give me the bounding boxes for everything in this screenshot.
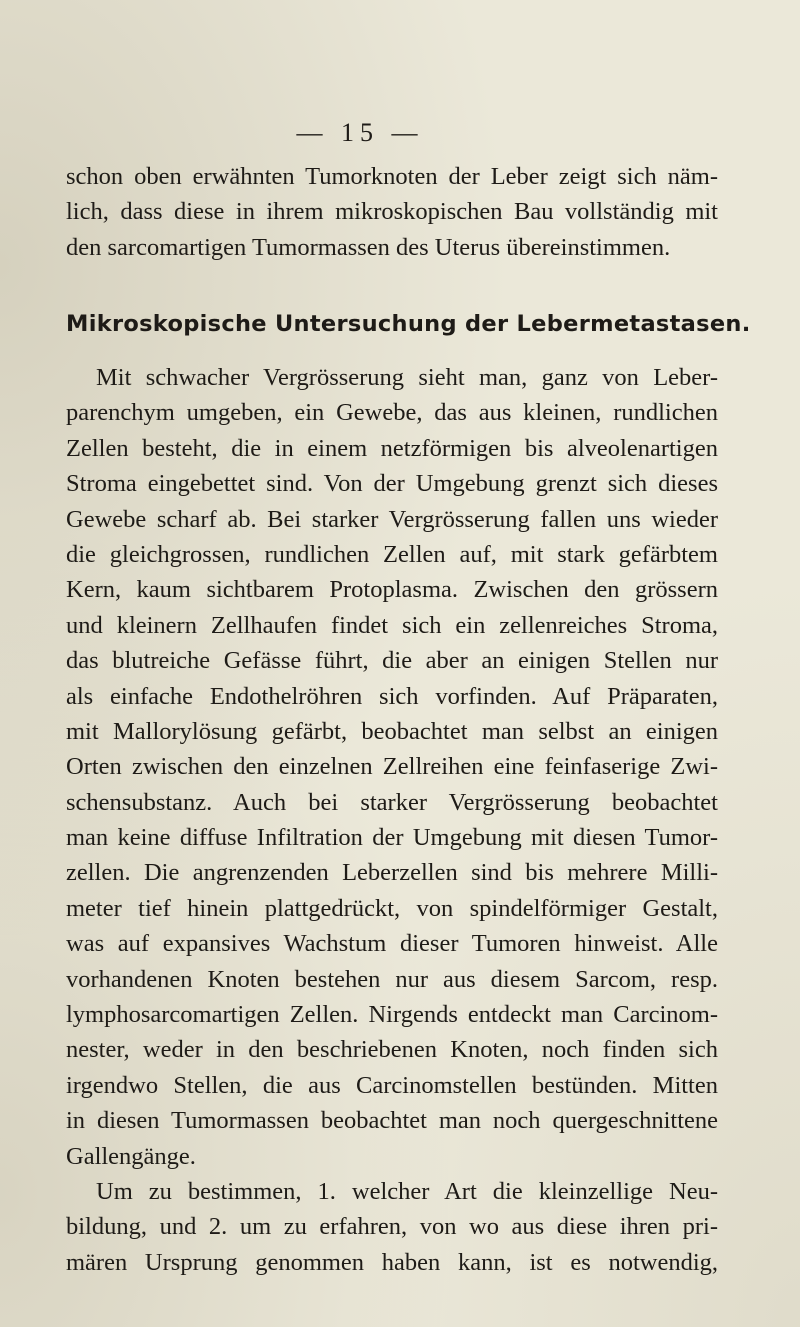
text-line: man keine diffuse Infiltration der Umgebung mit diesen Tumor- xyxy=(66,824,718,852)
text-line: mären Ursprung genommen haben kann, ist es notwendig, xyxy=(66,1248,718,1276)
page-number: — 15 — xyxy=(296,118,424,147)
text-line: bildung, und 2. um zu erfahren, von wo aus diese ihren pri- xyxy=(66,1213,718,1241)
text-line: was auf expansives Wachstum dieser Tumoren hinweist. Alle xyxy=(66,930,718,958)
text-line: parenchym umgeben, ein Gewebe, das aus kleinen, rundlichen xyxy=(66,399,718,427)
text-line: mit Mallorylösung gefärbt, beobachtet man selbst an einigen xyxy=(66,717,718,745)
text-line: Mit schwacher Vergrösserung sieht man, ganz von Leber- xyxy=(96,364,718,391)
body-paragraphs xyxy=(66,360,718,1280)
text-line: vorhandenen Knoten bestehen nur aus diesem Sarcom, resp. xyxy=(66,965,718,993)
text-line: nester, weder in den beschriebenen Knoten, noch finden sich xyxy=(66,1036,718,1064)
text-line: lymphosarcomartigen Zellen. Nirgends entdeckt man Carcinom- xyxy=(66,1001,718,1029)
text-line: Gewebe scharf ab. Bei starker Vergrösserung fallen uns wieder xyxy=(66,505,718,533)
text-line: Um zu bestimmen, 1. welcher Art die kleinzellige Neu- xyxy=(96,1177,718,1205)
text-line: irgendwo Stellen, die aus Carcinomstellen bestünden. Mitten xyxy=(66,1071,718,1099)
text-line: den sarcomartigen Tumormassen des Uterus übereinstimmen. xyxy=(66,233,671,261)
text-line: das blutreiche Gefässe führt, die aber an einigen Stellen nur xyxy=(66,647,718,675)
text-line: Orten zwischen den einzelnen Zellreihen eine feinfaserige Zwi- xyxy=(66,753,718,781)
text-line: Stroma eingebettet sind. Von der Umgebung grenzt sich dieses xyxy=(66,470,718,498)
text-line: und kleinern Zellhaufen findet sich ein zellenreiches Stroma, xyxy=(66,611,718,639)
text-line: in diesen Tumormassen beobachtet man noch quergeschnittene xyxy=(66,1107,718,1135)
text-line: Zellen besteht, die in einem netzförmigen bis alveolenartigen xyxy=(66,434,718,462)
section-heading: Mikroskopische Untersuchung der Lebermetastasen. xyxy=(66,311,751,337)
intro-paragraph xyxy=(66,159,718,265)
text-line: die gleichgrossen, rundlichen Zellen auf, mit stark gefärbtem xyxy=(66,540,718,568)
text-line: meter tief hinein plattgedrückt, von spindelförmiger Gestalt, xyxy=(66,894,718,922)
text-line: lich, dass diese in ihrem mikroskopischen Bau vollständig mit xyxy=(66,198,718,226)
text-line: schensubstanz. Auch bei starker Vergrösserung beobachtet xyxy=(66,788,718,816)
text-line: zellen. Die angrenzenden Leberzellen sind bis mehrere Milli- xyxy=(66,859,718,887)
text-line: als einfache Endothelröhren sich vorfinden. Auf Präparaten, xyxy=(66,682,718,710)
text-line: Kern, kaum sichtbarem Protoplasma. Zwischen den grössern xyxy=(66,576,718,604)
text-line: schon oben erwähnten Tumorknoten der Leber zeigt sich näm- xyxy=(66,163,718,190)
text-line: Gallengänge. xyxy=(66,1142,196,1170)
